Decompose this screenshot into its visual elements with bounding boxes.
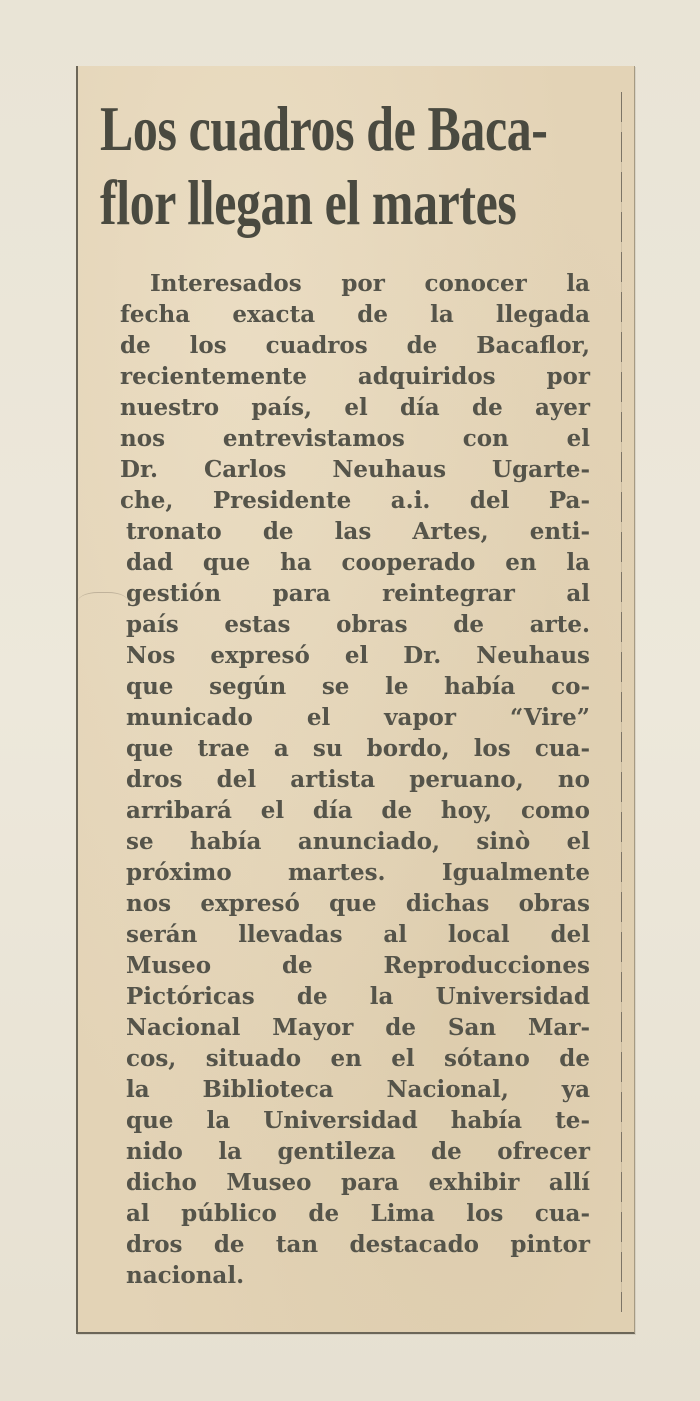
body-line: Pictóricas de la Universidad (126, 983, 590, 1010)
body-line: municado el vapor “Vire” (126, 704, 590, 731)
body-line: de los cuadros de Bacaflor, (120, 332, 590, 359)
body-line: dad que ha cooperado en la (126, 549, 590, 576)
article-body (120, 268, 590, 1291)
body-line: la Biblioteca Nacional, ya (126, 1076, 590, 1103)
body-line: cos, situado en el sótano de (126, 1045, 590, 1072)
body-line: gestión para reintegrar al (126, 580, 590, 607)
body-line: dros del artista peruano, no (126, 766, 590, 793)
body-line: que trae a su bordo, los cua- (126, 735, 590, 762)
body-line: nos entrevistamos con el (120, 425, 590, 452)
body-line: che, Presidente a.i. del Pa- (120, 487, 590, 514)
body-line: Museo de Reproducciones (126, 952, 590, 979)
body-line: próximo martes. Igualmente (126, 859, 590, 886)
body-line: Nacional Mayor de San Mar- (126, 1014, 590, 1041)
body-line: fecha exacta de la llegada (120, 301, 590, 328)
headline-line-1: Los cuadros de Baca- (100, 93, 548, 164)
body-line: nos expresó que dichas obras (126, 890, 590, 917)
body-line: nacional. (126, 1262, 245, 1289)
body-line: país estas obras de arte. (126, 611, 590, 638)
body-line: arribará el día de hoy, como (126, 797, 590, 824)
body-line: dros de tan destacado pintor (126, 1231, 590, 1258)
body-line: recientemente adquiridos por (120, 363, 590, 390)
body-line: que la Universidad había te- (126, 1107, 590, 1134)
body-line: nuestro país, el día de ayer (120, 394, 590, 421)
body-line: nido la gentileza de ofrecer (126, 1138, 590, 1165)
body-line: dicho Museo para exhibir allí (126, 1169, 590, 1196)
body-line: Dr. Carlos Neuhaus Ugarte- (120, 456, 590, 483)
headline-line-2: flor llegan el martes (100, 167, 517, 238)
article-headline (100, 92, 548, 240)
body-line: serán llevadas al local del (126, 921, 590, 948)
body-line: que según se le había co- (126, 673, 590, 700)
body-line: Interesados por conocer la (150, 270, 590, 297)
body-line: se había anunciado, sinò el (126, 828, 590, 855)
body-line: Nos expresó el Dr. Neuhaus (126, 642, 590, 669)
body-line: al público de Lima los cua- (126, 1200, 590, 1227)
body-line: tronato de las Artes, enti- (126, 518, 590, 545)
column-rule (621, 92, 622, 1312)
